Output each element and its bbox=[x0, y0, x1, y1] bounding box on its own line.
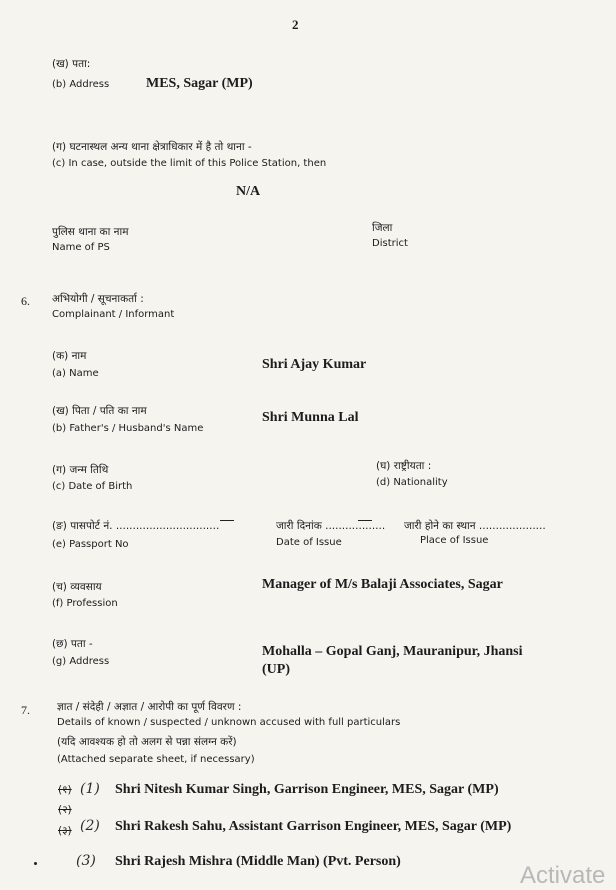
dob-english-label: (c) Date of Birth bbox=[52, 481, 133, 492]
issue-date-dash-mark bbox=[358, 510, 372, 529]
address-english-label: (b) Address bbox=[52, 79, 110, 90]
father-hindi-label: (ख) पिता / पति का नाम bbox=[52, 405, 147, 417]
dob-hindi-label: (ग) जन्म तिथि bbox=[52, 464, 109, 476]
handwritten-number-1: (1) bbox=[80, 781, 100, 797]
struck-marker-1: (१) bbox=[58, 784, 72, 796]
district-hindi-label: जिला bbox=[372, 222, 393, 234]
nationality-hindi-label: (घ) राष्ट्रीयता : bbox=[376, 460, 432, 472]
name-english-label: (a) Name bbox=[52, 368, 99, 379]
complainant-address-value-line2: (UP) bbox=[262, 662, 290, 677]
complainant-hindi-label: अभियोगी / सूचनाकर्ता : bbox=[52, 293, 144, 305]
handwritten-number-3: (3) bbox=[76, 853, 96, 869]
bullet-dot bbox=[34, 862, 37, 865]
section-7-number: 7. bbox=[21, 703, 30, 717]
complainant-name-value: Shri Ajay Kumar bbox=[262, 357, 367, 372]
accused-item-2: Shri Rakesh Sahu, Assistant Garrison Engineer, MES, Sagar (MP) bbox=[115, 819, 512, 834]
issue-date-hindi-label: जारी दिनांक .................. bbox=[276, 520, 386, 532]
passport-hindi-label: (ङ) पासपोर्ट नं. ............................... bbox=[52, 520, 220, 532]
passport-dash-mark bbox=[220, 510, 234, 529]
father-english-label: (b) Father's / Husband's Name bbox=[52, 423, 204, 434]
passport-english-label: (e) Passport No bbox=[52, 539, 129, 550]
accused-hindi-note: (यदि आवश्यक हो तो अलग से पन्ना संलग्न करें) bbox=[57, 736, 237, 748]
profession-english-label: (f) Profession bbox=[52, 598, 118, 609]
complainant-english-label: Complainant / Informant bbox=[52, 309, 175, 320]
accused-hindi-label: ज्ञात / संदेही / अज्ञात / आरोपी का पूर्ण विवरण : bbox=[57, 701, 242, 713]
profession-hindi-label: (च) व्यवसाय bbox=[52, 581, 102, 593]
outside-limit-value: N/A bbox=[236, 184, 261, 199]
struck-marker-2: (२) bbox=[58, 804, 72, 816]
complainant-address-value-line1: Mohalla – Gopal Ganj, Mauranipur, Jhansi bbox=[262, 644, 523, 659]
ps-hindi-label: पुलिस थाना का नाम bbox=[52, 226, 129, 238]
section-6-number: 6. bbox=[21, 294, 30, 308]
outside-limit-hindi-label: (ग) घटनास्थल अन्य थाना क्षेत्राधिकार में है तो थाना - bbox=[52, 141, 252, 153]
issue-place-english-label: Place of Issue bbox=[420, 535, 489, 546]
father-name-value: Shri Munna Lal bbox=[262, 410, 359, 425]
profession-value: Manager of M/s Balaji Associates, Sagar bbox=[262, 577, 503, 592]
address-hindi-label: (ख) पता: bbox=[52, 58, 91, 70]
issue-date-english-label: Date of Issue bbox=[276, 537, 342, 548]
accused-english-note: (Attached separate sheet, if necessary) bbox=[57, 754, 255, 765]
page-number: 2 bbox=[292, 17, 299, 32]
complainant-address-english-label: (g) Address bbox=[52, 656, 110, 667]
accused-item-1: Shri Nitesh Kumar Singh, Garrison Engineer, MES, Sagar (MP) bbox=[115, 782, 499, 797]
address-value: MES, Sagar (MP) bbox=[146, 76, 253, 91]
struck-marker-3: (३) bbox=[58, 825, 72, 837]
nationality-english-label: (d) Nationality bbox=[376, 477, 448, 488]
activate-windows-watermark: Activate bbox=[520, 862, 606, 889]
ps-english-label: Name of PS bbox=[52, 242, 110, 253]
outside-limit-english-label: (c) In case, outside the limit of this Police Station, then bbox=[52, 158, 327, 169]
accused-english-label: Details of known / suspected / unknown accused with full particulars bbox=[57, 717, 401, 728]
district-english-label: District bbox=[372, 238, 408, 249]
complainant-address-hindi-label: (छ) पता - bbox=[52, 638, 93, 650]
handwritten-number-2: (2) bbox=[80, 818, 100, 834]
accused-item-3: Shri Rajesh Mishra (Middle Man) (Pvt. Person) bbox=[115, 854, 401, 869]
name-hindi-label: (क) नाम bbox=[52, 350, 87, 362]
issue-place-hindi-label: जारी होने का स्थान .................... bbox=[404, 520, 546, 532]
